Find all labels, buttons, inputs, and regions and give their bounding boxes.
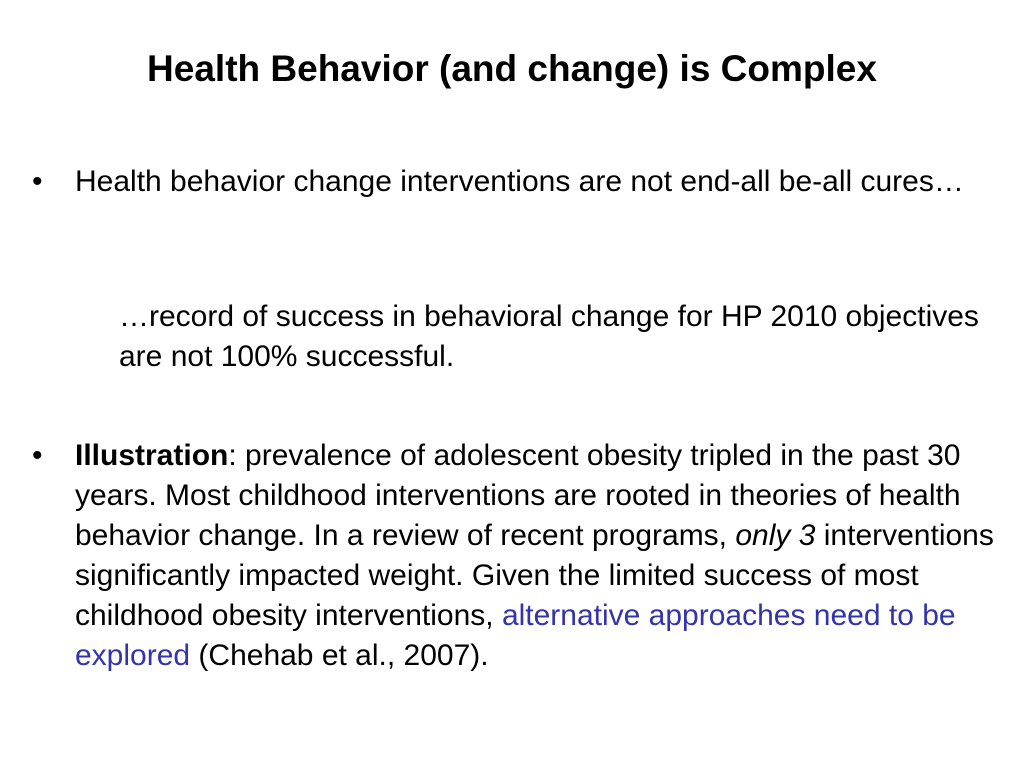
citation-text: (Chehab et al., 2007). [190, 639, 489, 672]
emphasis-only-3: only 3 [735, 519, 816, 552]
bullet-marker: • [32, 165, 43, 198]
illustration-text-part1: : prevalence of adolescent obesity tripled in the past 30 years. Most childhood interventions are rooted in theories of health behavior change. In a review of recent programs, [75, 439, 961, 552]
bullet-text [75, 436, 1000, 676]
bullet-marker: • [32, 439, 43, 472]
illustration-text-part2: interventions significantly impacted weight. Given the limited success of most childhood obesity interventions, [75, 519, 994, 632]
slide-title: Health Behavior (and change) is Complex [147, 48, 877, 89]
highlight-alternative-approaches: alternative approaches need to be explored [75, 599, 956, 672]
sub-point-record-of-success: …record of success in behavioral change for HP 2010 objectives are not 100% successful. [119, 300, 979, 373]
illustration-label: Illustration [75, 439, 229, 472]
bullet-text: Health behavior change interventions are not end-all be-all cures… [75, 165, 964, 198]
